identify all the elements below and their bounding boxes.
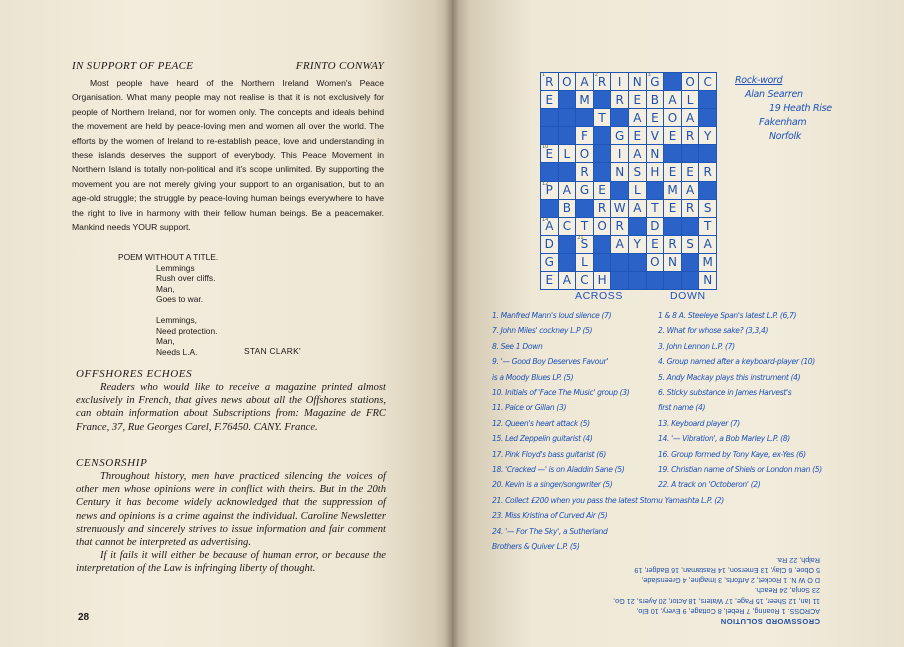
cell-letter: Y — [633, 237, 641, 252]
cell-letter: A — [703, 237, 712, 252]
crossword-cell — [541, 218, 558, 235]
clue-number: 1 — [542, 72, 546, 78]
cell-letter: V — [650, 128, 659, 143]
crossword-black-square — [594, 145, 611, 162]
crossword-cell — [682, 73, 699, 90]
cell-letter: O — [562, 74, 572, 89]
cell-letter: R — [703, 164, 712, 179]
crossword-cell — [576, 91, 593, 108]
signature-town: Fakenham — [759, 117, 807, 128]
peace-article-body: Most people have heard of the Northern Ireland Women's Peace Organisation. What many people may not realise is that it is not exclusively for people of Northern Ireland, nor for women only. The concepts and ideals behind the movement are held by peace-loving men and women all over the world. The efforts by the women of Ireland to re-establish peace, love and understanding in these islands deserves the support of everybody. This Peace Movement in Northern Island is totally non-political and it's scope unlimited. By supporting the movement you are not merely giving your support to an organisation, but to an age-old struggle; the struggle by peace-loving human beings everywhere to have the right to live in harmony with their fellow human beings. Be a peacemaker. Mankind needs YOUR support. — [72, 78, 384, 233]
clue-line: 5. Andy Mackay plays this instrument (4) — [658, 372, 801, 382]
cell-letter: S — [686, 237, 694, 252]
clue-line: 17. Pink Floyd's bass guitarist (6) — [492, 449, 606, 459]
clue-line: 6. Sticky substance in James Harvest's — [658, 388, 792, 398]
offshores-title: OFFSHORES ECHOES — [76, 368, 193, 380]
crossword-black-square — [629, 254, 646, 271]
cell-letter: R — [580, 164, 589, 179]
cell-letter: T — [651, 201, 659, 216]
cell-letter: E — [598, 183, 606, 198]
cell-letter: A — [633, 146, 642, 161]
crossword-cell — [699, 218, 716, 235]
cell-letter: A — [685, 110, 695, 125]
crossword-cell — [576, 254, 593, 271]
crossword-black-square — [682, 272, 699, 289]
clue-line: 2. What for whose sake? (3,3,4) — [658, 326, 769, 336]
clue-line: 12. Queen's heart attack (5) — [492, 418, 590, 428]
crossword-cell — [576, 145, 593, 162]
crossword-cell — [647, 218, 664, 235]
crossword-cell — [664, 109, 681, 126]
crossword-cell — [629, 182, 646, 199]
cell-letter: E — [668, 164, 677, 179]
cell-letter: C — [562, 219, 572, 234]
cell-letter: S — [633, 164, 642, 179]
clue-line: 10. Initials of 'Face The Music' group (3) — [492, 388, 630, 398]
crossword-cell — [664, 254, 681, 271]
cell-letter: R — [685, 201, 695, 216]
crossword-cell — [611, 73, 628, 90]
crossword-cell — [647, 73, 664, 90]
crossword-black-square — [611, 254, 628, 271]
crossword-cell — [664, 91, 681, 108]
signature-name: Alan Searren — [745, 89, 803, 100]
crossword-cell — [647, 236, 664, 253]
clue-line: Brothers & Quiver L.P. (5) — [492, 542, 580, 552]
poem-line: Rush over cliffs. — [156, 273, 216, 284]
crossword-black-square — [682, 254, 699, 271]
cell-letter: G — [579, 183, 590, 198]
crossword-black-square — [647, 182, 664, 199]
crossword-black-square — [559, 163, 576, 180]
clue-line: 18. 'Cracked —' is on Aladdin Sane (5) — [492, 465, 625, 475]
crossword-black-square — [541, 200, 558, 217]
crossword-black-square — [559, 236, 576, 253]
crossword-cell — [594, 73, 611, 90]
cell-letter: E — [545, 146, 554, 161]
cell-letter: A — [562, 183, 571, 198]
cell-letter: E — [633, 128, 642, 143]
crossword-cell — [594, 109, 611, 126]
crossword-cell — [629, 91, 646, 108]
clue-number: 12 — [542, 180, 549, 187]
cell-letter: A — [633, 110, 642, 125]
crossword-black-square — [699, 182, 716, 199]
cell-letter: O — [579, 146, 590, 161]
crossword-cell — [647, 163, 664, 180]
crossword-cell — [594, 200, 611, 217]
poem — [118, 252, 358, 357]
crossword-cell — [541, 272, 558, 289]
crossword-cell — [559, 73, 576, 90]
cell-letter: T — [598, 110, 606, 125]
cell-letter: E — [633, 92, 642, 107]
crossword-cell — [629, 73, 646, 90]
cell-letter: A — [545, 219, 554, 234]
crossword-black-square — [576, 200, 593, 217]
clue-line: is a Moody Blues LP. (5) — [492, 372, 574, 382]
crossword-cell — [699, 127, 716, 144]
crossword-black-square — [664, 218, 681, 235]
crossword-cell — [541, 91, 558, 108]
solution-line: 5 Oboe, 6 Clay, 13 Emerson, 14 Rastaman, 16 Badger, 19 — [634, 565, 820, 575]
cell-letter: R — [668, 237, 677, 252]
crossword-grid — [540, 72, 717, 290]
cell-letter: M — [667, 183, 678, 198]
crossword-cell — [682, 182, 699, 199]
crossword-cell — [611, 91, 628, 108]
clue-number: 10 — [542, 144, 549, 151]
cell-letter: A — [685, 183, 695, 198]
cell-letter: H — [597, 273, 607, 288]
crossword-cell — [576, 182, 593, 199]
crossword-cell — [611, 127, 628, 144]
crossword-cell — [699, 73, 716, 90]
clue-line: 1. Manfred Mann's loud silence (7) — [492, 311, 612, 320]
crossword-black-square — [594, 91, 611, 108]
cell-letter: N — [668, 255, 677, 270]
cell-letter: T — [704, 219, 712, 234]
poem-title: POEM WITHOUT A TITLE. — [118, 252, 219, 262]
crossword-cell — [664, 236, 681, 253]
crossword-cell — [559, 218, 576, 235]
crossword-cell — [699, 254, 716, 271]
poem-line: Goes to war. — [156, 294, 204, 305]
crossword-cell — [682, 200, 699, 217]
cell-letter: R — [685, 128, 695, 143]
cell-letter: P — [545, 183, 553, 198]
cell-letter: L — [686, 92, 694, 107]
solution-line: 11 Ian, 12 Sheer, 15 Page, 17 Waters, 18 Actor, 20 Ayers, 21 Go, — [613, 596, 820, 606]
cell-letter: E — [686, 164, 694, 179]
crossword-cell — [559, 145, 576, 162]
cell-letter: E — [545, 273, 554, 288]
crossword-cell — [682, 163, 699, 180]
clue-line: 14. '— Vibration', a Bob Marley L.P. (8) — [658, 434, 790, 444]
crossword-black-square — [611, 182, 628, 199]
page-number: 28 — [78, 612, 90, 623]
crossword-cell — [682, 109, 699, 126]
crossword-cell — [594, 182, 611, 199]
cell-letter: N — [703, 273, 713, 288]
poem-author: STAN CLARK' — [244, 346, 301, 356]
crossword-black-square — [559, 91, 576, 108]
cell-letter: L — [581, 255, 588, 270]
crossword-cell — [541, 182, 558, 199]
cell-letter: N — [632, 74, 642, 89]
crossword-cell — [611, 218, 628, 235]
crossword-black-square — [664, 73, 681, 90]
poem-line: Lemmings — [156, 262, 195, 273]
crossword-black-square — [611, 109, 628, 126]
clue-line: 22. A track on 'Octoberon' (2) — [658, 480, 761, 490]
cell-letter: G — [615, 128, 625, 143]
clue-line: 16. Group formed by Tony Kaye, ex-Yes (6) — [658, 449, 806, 459]
crossword-cell — [541, 236, 558, 253]
crossword-cell — [576, 127, 593, 144]
crossword-black-square — [594, 127, 611, 144]
crossword-black-square — [594, 236, 611, 253]
crossword-cell — [699, 272, 716, 289]
cell-letter: L — [633, 183, 641, 198]
cell-letter: W — [613, 201, 626, 216]
clue-line: 21. Collect £200 when you pass the latest Stomu Yamashta L.P. (2) — [492, 495, 724, 505]
poem-line: Needs L.A. — [156, 346, 198, 357]
crossword-cell — [647, 200, 664, 217]
crossword-cell — [576, 272, 593, 289]
crossword-cell — [629, 127, 646, 144]
cell-letter: R — [597, 74, 607, 89]
cell-letter: C — [580, 273, 589, 288]
solution-line: D O W N. 1 Rocket, 2 Artforts, 3 Imagine, 4 Greenslade, — [641, 576, 820, 586]
crossword-black-square — [541, 127, 558, 144]
cell-letter: O — [667, 110, 678, 125]
crossword-black-square — [682, 145, 699, 162]
crossword-cell — [664, 127, 681, 144]
crossword-cell — [647, 127, 664, 144]
cell-letter: I — [617, 74, 622, 89]
crossword-cell — [647, 145, 664, 162]
clue-line: 8. See 1 Down — [492, 341, 543, 351]
crossword-black-square — [647, 272, 664, 289]
crossword-cell — [576, 73, 593, 90]
crossword-cell — [647, 91, 664, 108]
crossword-black-square — [629, 272, 646, 289]
cell-letter: F — [581, 128, 588, 143]
cell-letter: I — [617, 146, 622, 161]
crossword-cell — [664, 163, 681, 180]
crossword-cell — [699, 236, 716, 253]
clue-number: 3 — [647, 72, 651, 78]
solution-title: CROSSWORD SOLUTION — [720, 617, 820, 626]
crossword-cell — [647, 109, 664, 126]
cell-letter: A — [562, 273, 571, 288]
offshores-body: Readers who would like to receive a magazine printed almost exclusively in French, that gives news about all the Offshores stations, can obtain information about Subscriptions from: Magazine de FRC France, 37, Rue Georges Carel, F.76450. CANY. France. — [76, 382, 386, 433]
cell-letter: M — [579, 92, 590, 107]
peace-title: IN SUPPORT OF PEACE — [72, 60, 194, 72]
crossword-cell — [594, 272, 611, 289]
crossword-black-square — [629, 218, 646, 235]
crossword-black-square — [594, 254, 611, 271]
cell-letter: R — [615, 219, 624, 234]
censorship-title: CENSORSHIP — [76, 457, 148, 469]
cell-letter: E — [668, 128, 677, 143]
clue-number: 21 — [577, 234, 584, 241]
clue-line: 19. Christian name of Shiels or London man (5) — [658, 465, 822, 475]
crossword-cell — [682, 236, 699, 253]
signature-title: Rock-word — [735, 75, 783, 86]
cell-letter: B — [650, 92, 659, 107]
crossword-cell — [664, 182, 681, 199]
crossword-black-square — [594, 163, 611, 180]
cell-letter: R — [545, 74, 554, 89]
clue-line: 11. Paice or Gillan (3) — [492, 403, 567, 413]
crossword-cell — [699, 163, 716, 180]
crossword-cell — [699, 200, 716, 217]
cell-letter: A — [633, 201, 642, 216]
crossword-cell — [629, 109, 646, 126]
cell-letter: D — [650, 219, 660, 234]
crossword-black-square — [664, 145, 681, 162]
cell-letter: B — [562, 201, 571, 216]
clue-line: 7. John Miles' cockney L.P (5) — [492, 326, 593, 336]
cell-letter: A — [668, 92, 677, 107]
cell-letter: Y — [704, 128, 712, 143]
clue-line: first name (4) — [658, 403, 706, 413]
crossword-black-square — [699, 145, 716, 162]
peace-author: FRINTO CONWAY — [295, 60, 384, 72]
down-clues — [658, 308, 848, 493]
crossword-black-square — [559, 254, 576, 271]
peace-heading — [72, 60, 384, 72]
crossword-cell — [611, 200, 628, 217]
crossword-cell — [682, 91, 699, 108]
crossword-cell — [611, 145, 628, 162]
cell-letter: R — [615, 92, 624, 107]
clue-line: 20. Kevin is a singer/songwriter (5) — [492, 480, 613, 490]
cell-letter: T — [580, 219, 589, 234]
cell-letter: O — [597, 219, 607, 234]
crossword-cell — [629, 236, 646, 253]
crossword-cell — [541, 145, 558, 162]
crossword-cell — [576, 163, 593, 180]
crossword-black-square — [576, 109, 593, 126]
clue-line: 3. John Lennon L.P. (7) — [658, 341, 735, 351]
crossword-cell — [629, 145, 646, 162]
solver-signature — [735, 74, 845, 144]
cell-letter: N — [615, 164, 625, 179]
crossword-black-square — [541, 109, 558, 126]
cell-letter: S — [580, 237, 589, 252]
crossword-cell — [629, 163, 646, 180]
solution-line: 23 Sonja, 24 Reach. — [754, 586, 820, 596]
book-gutter — [445, 0, 459, 647]
solution-line: ACROSS. 1 Roaring, 7 Rebel, 8 Cottage, 9 Every, 10 Elo, — [636, 606, 820, 616]
crossword-cell — [559, 182, 576, 199]
crossword-black-square — [559, 127, 576, 144]
crossword-cell — [647, 254, 664, 271]
crossword-cell — [611, 236, 628, 253]
cell-letter: M — [702, 255, 713, 270]
cell-letter: E — [668, 201, 677, 216]
crossword-cell — [576, 236, 593, 253]
censorship-paragraph: If it fails it will either be because of human error, or because the interpretation of the Law is infringing liberty of thought. — [76, 550, 386, 575]
crossword-cell — [576, 218, 593, 235]
cell-letter: R — [597, 201, 607, 216]
clue-number: 2 — [594, 72, 598, 78]
cell-letter: E — [651, 110, 659, 125]
crossword-cell — [611, 163, 628, 180]
clue-line: 13. Keyboard player (7) — [658, 418, 740, 428]
clue-line: 23. Miss Kristina of Curved Air (5) — [492, 511, 608, 521]
crossword-black-square — [541, 163, 558, 180]
clue-line: 1 & 8 A. Steeleye Span's latest L.P. (6,7) — [658, 311, 797, 320]
censorship-paragraph: Throughout history, men have practiced silencing the voices of other men whose opinions were in conflict with theirs. But in the 20th Century it has become widely acknowledged that the suppression of news and opinions is a crime against the individual. Caroline Newsletter strenuously and sincerely strives to issue information and fair comment that cannot be interpreted as advertising. — [76, 471, 386, 549]
poem-line: Need protection. — [156, 325, 218, 336]
poem-line: Man, — [156, 336, 175, 347]
cell-letter: H — [650, 164, 660, 179]
cell-letter: A — [580, 74, 589, 89]
cell-letter: G — [650, 74, 660, 89]
cell-letter: E — [545, 92, 554, 107]
crossword-cell — [629, 200, 646, 217]
poem-line: Lemmings, — [156, 314, 197, 325]
cell-letter: E — [651, 237, 659, 252]
clue-line: 15. Led Zeppelin guitarist (4) — [492, 434, 593, 444]
crossword-black-square — [682, 218, 699, 235]
crossword-black-square — [699, 91, 716, 108]
cell-letter: L — [563, 146, 571, 161]
cell-letter: G — [544, 255, 554, 270]
crossword-cell — [594, 218, 611, 235]
crossword-black-square — [664, 272, 681, 289]
cell-letter: A — [615, 237, 624, 252]
across-heading: ACROSS — [575, 290, 623, 302]
crossword-cell — [559, 272, 576, 289]
crossword-cell — [541, 73, 558, 90]
cell-letter: S — [703, 201, 712, 216]
crossword-black-square — [699, 109, 716, 126]
crossword-solution-upside-down — [520, 556, 820, 626]
crossword-black-square — [559, 109, 576, 126]
cell-letter: N — [650, 146, 660, 161]
crossword-cell — [541, 254, 558, 271]
clue-line: 9. '— Good Boy Deserves Favour' — [492, 357, 609, 367]
censorship-body — [76, 470, 386, 576]
signature-county: Norfolk — [769, 131, 802, 142]
poem-line: Man, — [156, 283, 175, 294]
crossword-cell — [682, 127, 699, 144]
crossword-cell — [559, 200, 576, 217]
solution-line: Ralph, 22 Ra. — [776, 555, 820, 565]
clue-number: 14 — [542, 216, 549, 223]
clue-line: 24. '— For The Sky', a Sutherland — [492, 526, 608, 536]
crossword-black-square — [611, 272, 628, 289]
crossword-cell — [664, 200, 681, 217]
cell-letter: C — [703, 74, 712, 89]
cell-letter: O — [650, 255, 660, 270]
clue-line: 4. Group named after a keyboard-player (10) — [658, 357, 815, 367]
cell-letter: O — [685, 74, 695, 89]
signature-address: 19 Heath Rise — [769, 103, 832, 114]
cell-letter: D — [544, 237, 554, 252]
down-heading: DOWN — [670, 290, 706, 302]
